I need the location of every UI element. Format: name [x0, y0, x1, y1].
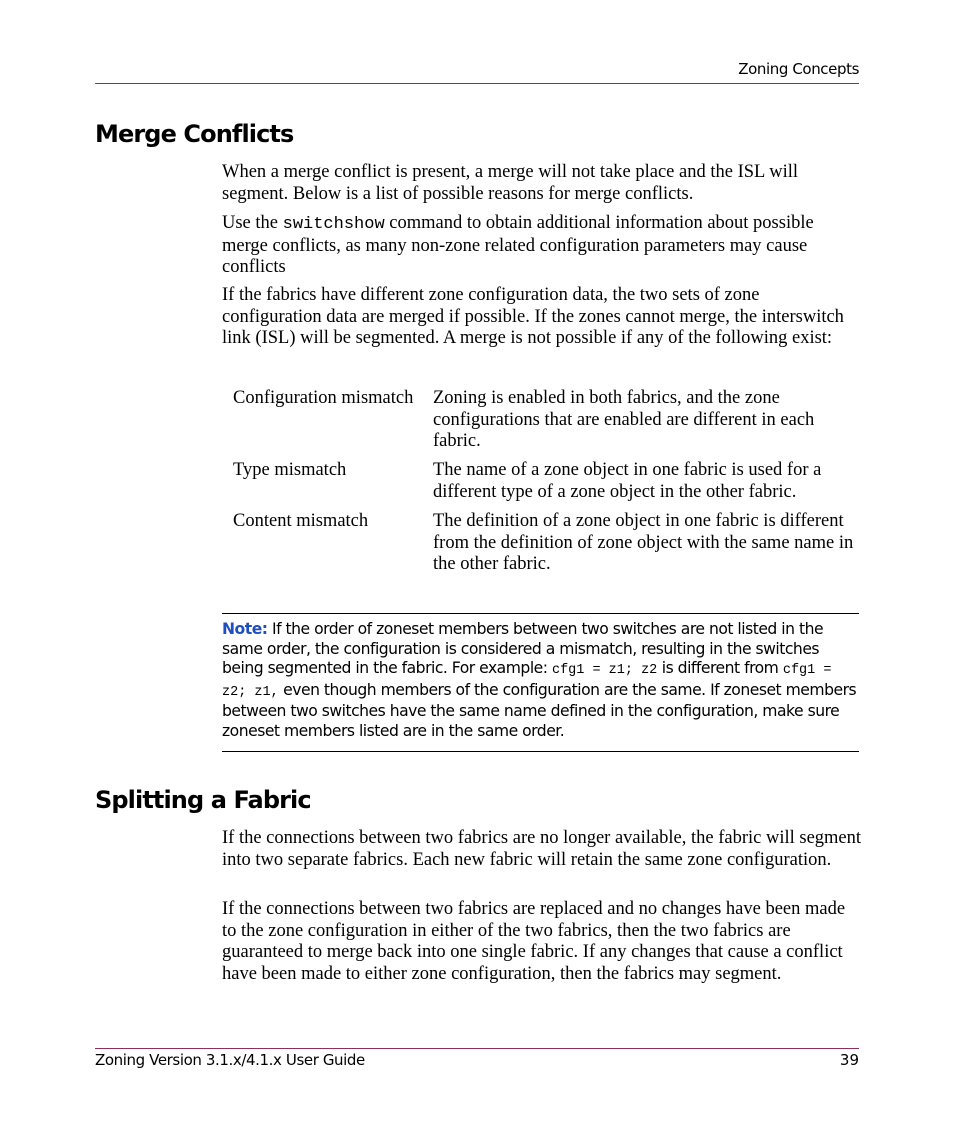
footer-guide-title: Zoning Version 3.1.x/4.1.x User Guide	[95, 1051, 365, 1069]
paragraph-merge-intro: When a merge conflict is present, a merge will not take place and the ISL will segment. Below is a list of possible reasons for merge conflicts.	[222, 162, 799, 204]
paragraph-split-reconnect: If the connections between two fabrics are replaced and no changes have been made to the zone configuration in either of the two fabrics, then the two fabrics are guaranteed to merge back into one single fabric. If any changes that cause a conflict have been made to either zone configuration, then the fabrics may segment.	[222, 899, 846, 984]
note-text: is different from	[657, 659, 783, 678]
header-rule	[95, 83, 859, 84]
note-text: If the order of zoneset members between two switches are not listed in the same order, the configuration is considered a mismatch, resulting in the switches being segmented in the fabric. For example:	[222, 620, 824, 678]
paragraph-split-intro: If the connections between two fabrics are no longer available, the fabric will segment into two separate fabrics. Each new fabric will retain the same zone configuration.	[222, 828, 862, 870]
definition-text: Zoning is enabled in both fabrics, and the zone configurations that are enabled are different in each fabric.	[433, 388, 815, 451]
inline-code-switchshow: switchshow	[282, 215, 385, 234]
section-heading-merge-conflicts: Merge Conflicts	[95, 120, 294, 148]
paragraph-text: command to obtain additional information about possible merge conflicts, as many non-zone related configuration parameters may cause conflicts	[222, 213, 814, 277]
inline-code-example-1: cfg1 = z1; z2	[551, 663, 658, 679]
paragraph-merge-conditions: If the fabrics have different zone configuration data, the two sets of zone configuration data are merged if possible. If the zones cannot merge, the interswitch link (ISL) will be segmented. A merge is not possible if any of the following exist:	[222, 285, 844, 348]
paragraph-text: Use the	[222, 213, 283, 233]
section-heading-splitting-fabric: Splitting a Fabric	[95, 786, 311, 814]
page-number: 39	[839, 1051, 859, 1069]
note-top-rule	[222, 613, 859, 614]
paragraph-switchshow	[222, 213, 862, 279]
note-label: Note:	[222, 620, 268, 638]
definition-term: Type mismatch	[233, 460, 347, 480]
inline-code-example-2: cfg1 = z2; z1,	[222, 663, 832, 700]
definition-text: The name of a zone object in one fabric is used for a different type of a zone object in the other fabric.	[433, 460, 822, 502]
footer-rule	[95, 1048, 859, 1049]
definition-term: Content mismatch	[233, 511, 369, 531]
note-text: even though members of the configuration are the same. If zoneset members between two switches have the same name defined in the configuration, make sure zoneset members listed are in the same order.	[222, 680, 857, 740]
definition-term: Configuration mismatch	[233, 388, 414, 408]
note-bottom-rule	[222, 751, 859, 752]
definition-text: The definition of a zone object in one fabric is different from the definition of zone object with the same name in the other fabric.	[433, 511, 854, 574]
note-box	[222, 620, 862, 742]
running-header: Zoning Concepts	[738, 60, 859, 78]
